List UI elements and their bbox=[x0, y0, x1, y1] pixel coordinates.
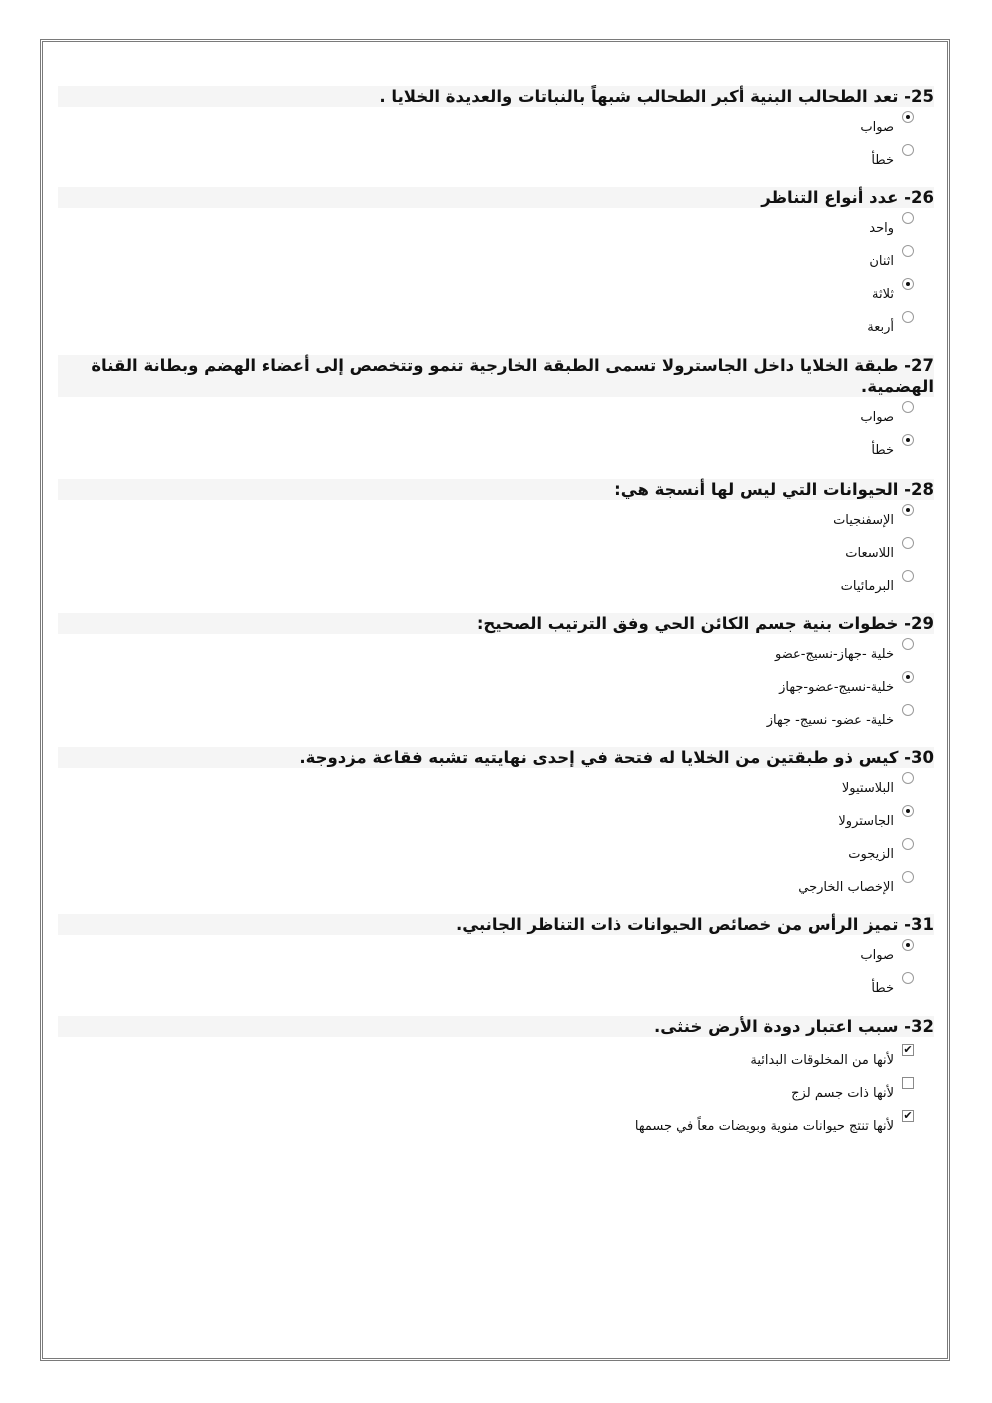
option-item[interactable] bbox=[58, 871, 934, 904]
question-32 bbox=[58, 1016, 934, 1143]
checkbox[interactable]: ✔ bbox=[903, 1109, 913, 1122]
radio-button[interactable] bbox=[902, 311, 914, 323]
question-text: خطوات بنية جسم الكائن الحي وفق الترتيب الصحيح: bbox=[476, 614, 899, 633]
checkbox[interactable] bbox=[902, 1077, 914, 1089]
option-item[interactable] bbox=[58, 704, 934, 737]
question-text: تميز الرأس من خصائص الحيوانات ذات التناظر الجانبي. bbox=[455, 915, 899, 934]
question-number: 27- bbox=[904, 356, 934, 375]
option-label: البرمائيات bbox=[840, 579, 894, 594]
option-item[interactable] bbox=[58, 401, 934, 434]
option-label: الزيجوت bbox=[848, 847, 894, 862]
checkbox[interactable]: ✔ bbox=[903, 1043, 913, 1056]
options-list bbox=[58, 111, 934, 177]
question-number: 25- bbox=[904, 87, 934, 106]
radio-button[interactable] bbox=[902, 704, 914, 716]
option-item[interactable] bbox=[58, 972, 934, 1005]
option-item[interactable] bbox=[58, 144, 934, 177]
option-item[interactable] bbox=[58, 212, 934, 245]
radio-button[interactable] bbox=[902, 838, 914, 850]
question-heading bbox=[58, 1016, 934, 1037]
question-28 bbox=[58, 479, 934, 603]
option-label: البلاستيولا bbox=[841, 781, 894, 796]
option-item[interactable] bbox=[58, 537, 934, 570]
option-item[interactable] bbox=[58, 1110, 934, 1143]
option-item[interactable] bbox=[58, 570, 934, 603]
question-heading bbox=[58, 747, 934, 768]
option-label: الجاسترولا bbox=[838, 814, 894, 829]
option-label: خلية- عضو- نسيج- جهاز bbox=[766, 713, 894, 728]
radio-button[interactable] bbox=[902, 570, 914, 582]
question-number: 30- bbox=[904, 748, 934, 767]
options-list bbox=[58, 212, 934, 344]
option-label: خلية-نسيج-عضو-جهاز bbox=[779, 680, 894, 695]
question-text: الحيوانات التي ليس لها أنسجة هي: bbox=[614, 480, 899, 499]
radio-button[interactable] bbox=[902, 212, 914, 224]
question-26 bbox=[58, 187, 934, 344]
question-29 bbox=[58, 613, 934, 737]
radio-button[interactable] bbox=[902, 772, 914, 784]
option-item[interactable] bbox=[58, 805, 934, 838]
option-item[interactable] bbox=[58, 772, 934, 805]
option-label: واحد bbox=[869, 221, 894, 236]
question-heading bbox=[58, 187, 934, 208]
options-list bbox=[58, 1044, 934, 1143]
radio-button[interactable] bbox=[902, 401, 914, 413]
option-label: خطأ bbox=[871, 443, 894, 458]
radio-button[interactable] bbox=[902, 871, 914, 883]
question-31 bbox=[58, 914, 934, 1005]
options-list bbox=[58, 939, 934, 1005]
option-item[interactable] bbox=[58, 638, 934, 671]
radio-button[interactable] bbox=[902, 638, 914, 650]
radio-button[interactable] bbox=[902, 144, 914, 156]
option-item[interactable] bbox=[58, 311, 934, 344]
option-label: الإسفنجيات bbox=[833, 513, 894, 528]
question-heading bbox=[58, 914, 934, 935]
question-text: عدد أنواع التناظر bbox=[761, 188, 899, 207]
options-list bbox=[58, 504, 934, 603]
option-label: ثلاثة bbox=[872, 287, 894, 302]
option-item[interactable] bbox=[58, 434, 934, 467]
option-label: لأنها تنتج حيوانات منوية وبويضات معاً في جسمها bbox=[634, 1119, 894, 1134]
options-list bbox=[58, 638, 934, 737]
question-30 bbox=[58, 747, 934, 904]
question-heading bbox=[58, 613, 934, 634]
question-27 bbox=[58, 355, 934, 467]
option-label: صواب bbox=[860, 410, 894, 425]
question-number: 31- bbox=[904, 915, 934, 934]
options-list bbox=[58, 772, 934, 904]
radio-button[interactable] bbox=[902, 245, 914, 257]
question-text: طبقة الخلايا داخل الجاسترولا تسمى الطبقة الخارجية تنمو وتتخصص إلى أعضاء الهضم وبطانة القناة الهضمية. bbox=[91, 356, 934, 396]
question-number: 26- bbox=[904, 188, 934, 207]
radio-button[interactable] bbox=[902, 504, 914, 516]
question-text: كيس ذو طبقتين من الخلايا له فتحة في إحدى نهايتيه تشبه فقاعة مزدوجة. bbox=[299, 748, 899, 767]
radio-button[interactable] bbox=[902, 537, 914, 549]
option-label: خطأ bbox=[871, 981, 894, 996]
option-item[interactable] bbox=[58, 504, 934, 537]
question-heading bbox=[58, 355, 934, 397]
radio-button[interactable] bbox=[902, 671, 914, 683]
option-item[interactable] bbox=[58, 245, 934, 278]
radio-button[interactable] bbox=[902, 111, 914, 123]
question-number: 28- bbox=[904, 480, 934, 499]
option-item[interactable] bbox=[58, 671, 934, 704]
question-25 bbox=[58, 86, 934, 177]
question-heading bbox=[58, 479, 934, 500]
radio-button[interactable] bbox=[902, 972, 914, 984]
radio-button[interactable] bbox=[902, 939, 914, 951]
option-label: اللاسعات bbox=[845, 546, 894, 561]
question-number: 29- bbox=[904, 614, 934, 633]
radio-button[interactable] bbox=[902, 805, 914, 817]
question-heading bbox=[58, 86, 934, 107]
option-label: لأنها ذات جسم لزج bbox=[791, 1086, 894, 1101]
question-text: سبب اعتبار دودة الأرض خنثى. bbox=[654, 1017, 899, 1036]
options-list bbox=[58, 401, 934, 467]
option-label: صواب bbox=[860, 948, 894, 963]
option-item[interactable] bbox=[58, 939, 934, 972]
question-text: تعد الطحالب البنية أكبر الطحالب شبهاً بالنباتات والعديدة الخلايا . bbox=[379, 87, 899, 106]
question-number: 32- bbox=[904, 1017, 934, 1036]
option-item[interactable] bbox=[58, 111, 934, 144]
option-label: أربعة bbox=[867, 320, 894, 335]
option-label: خطأ bbox=[871, 153, 894, 168]
option-label: اثنان bbox=[869, 254, 894, 269]
option-label: خلية -جهاز-نسيج-عضو bbox=[775, 647, 894, 662]
radio-button[interactable] bbox=[902, 434, 914, 446]
option-item[interactable] bbox=[58, 1077, 934, 1110]
option-label: صواب bbox=[860, 120, 894, 135]
option-item[interactable] bbox=[58, 278, 934, 311]
option-label: الإخصاب الخارجي bbox=[798, 880, 894, 895]
option-label: لأنها من المخلوقات البدائية bbox=[750, 1053, 894, 1068]
option-item[interactable] bbox=[58, 1044, 934, 1077]
radio-button[interactable] bbox=[902, 278, 914, 290]
option-item[interactable] bbox=[58, 838, 934, 871]
